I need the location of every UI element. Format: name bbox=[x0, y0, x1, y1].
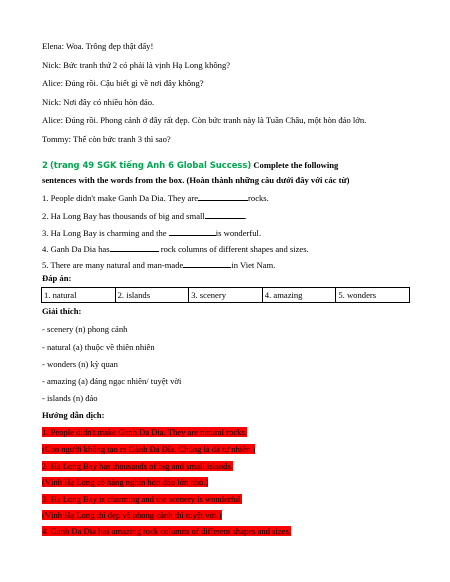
answer-blank bbox=[169, 227, 216, 236]
answer-cell: 4. amazing bbox=[262, 288, 336, 303]
exercise-instruction: Complete the following bbox=[253, 160, 339, 170]
dialogue-line: Alice: Đúng rồi. Phong cảnh ở đây rất đẹp. Còn bức tranh này là Tuần Châu, một hòn đảo lớn. bbox=[42, 115, 367, 125]
dialogue-line: Nick: Nơi đây có nhiều hòn đảo. bbox=[42, 97, 155, 107]
answer-label: Đáp án: bbox=[42, 273, 72, 283]
translation-line: 4. Ganh Da Dia has amazing rock columns of different shapes and sizes. bbox=[42, 526, 291, 536]
answer-blank bbox=[198, 192, 248, 201]
answer-blank bbox=[110, 243, 159, 252]
exercise-number: 2 bbox=[42, 160, 48, 170]
exercise-sentence: 5. There are many natural and man-made in Viet Nam. bbox=[42, 260, 276, 270]
table-row bbox=[42, 288, 410, 303]
translation-label: Hướng dẫn dịch: bbox=[42, 410, 105, 420]
translation-line: 3. Ha Long Bay is charming and the scenery is wonderful. bbox=[42, 494, 243, 504]
explanation-label: Giải thích: bbox=[42, 306, 82, 316]
exercise-sentence: 1. People didn't make Ganh Da Dia. They are rocks. bbox=[42, 193, 269, 203]
explanation-item: - natural (a) thuộc về thiên nhiên bbox=[42, 342, 155, 352]
translation-line: (Vịnh Hạ Long có hàng nghìn hòn đảo lớn nhỏ.) bbox=[42, 477, 209, 487]
answer-blank bbox=[183, 259, 231, 268]
translation-line: (Con người không tạo ra Gành Đá Đĩa. Chúng là đá tự nhiên.) bbox=[42, 444, 256, 454]
exercise-source: (trang 49 SGK tiếng Anh 6 Global Success) bbox=[49, 160, 252, 170]
dialogue-line: Nick: Bức tranh thứ 2 có phải là vịnh Hạ Long không? bbox=[42, 60, 231, 70]
translation-line: 1. People didn't make Ganh Da Dia. They are natural rocks. bbox=[42, 427, 247, 437]
answer-cell: 2. islands bbox=[115, 288, 189, 303]
explanation-item: - amazing (a) đáng ngạc nhiên/ tuyệt vời bbox=[42, 376, 182, 386]
explanation-item: - scenery (n) phong cảnh bbox=[42, 324, 128, 334]
exercise-heading bbox=[42, 160, 338, 171]
translation-line: (Vịnh Hạ Long thì đẹp và phong cảnh thì tuyệt vời.) bbox=[42, 510, 222, 520]
exercise-sentence: 2. Ha Long Bay has thousands of big and small . bbox=[42, 211, 247, 221]
dialogue-line: Elena: Woa. Trông đẹp thật đấy! bbox=[42, 41, 154, 51]
answer-cell: 3. scenery bbox=[189, 288, 263, 303]
answer-blank bbox=[205, 210, 245, 219]
translation-line: 2. Ha Long Bay has thousands of big and small islands. bbox=[42, 461, 233, 471]
answer-cell: 1. natural bbox=[42, 288, 116, 303]
answer-cell: 5. wonders bbox=[336, 288, 410, 303]
explanation-item: - islands (n) đảo bbox=[42, 393, 98, 403]
dialogue-line: Alice: Đúng rồi. Cậu biết gì về nơi đây không? bbox=[42, 78, 204, 88]
exercise-instruction-cont: sentences with the words from the box. (Hoàn thành những câu dưới đây với các từ) bbox=[42, 175, 350, 185]
answer-table bbox=[41, 287, 410, 303]
exercise-sentence: 3. Ha Long Bay is charming and the is wonderful. bbox=[42, 228, 262, 238]
explanation-item: - wonders (n) kỳ quan bbox=[42, 359, 118, 369]
dialogue-line: Tommy: Thế còn bức tranh 3 thì sao? bbox=[42, 134, 171, 144]
exercise-sentence: 4. Ganh Da Dia has rock columns of different shapes and sizes. bbox=[42, 244, 309, 254]
